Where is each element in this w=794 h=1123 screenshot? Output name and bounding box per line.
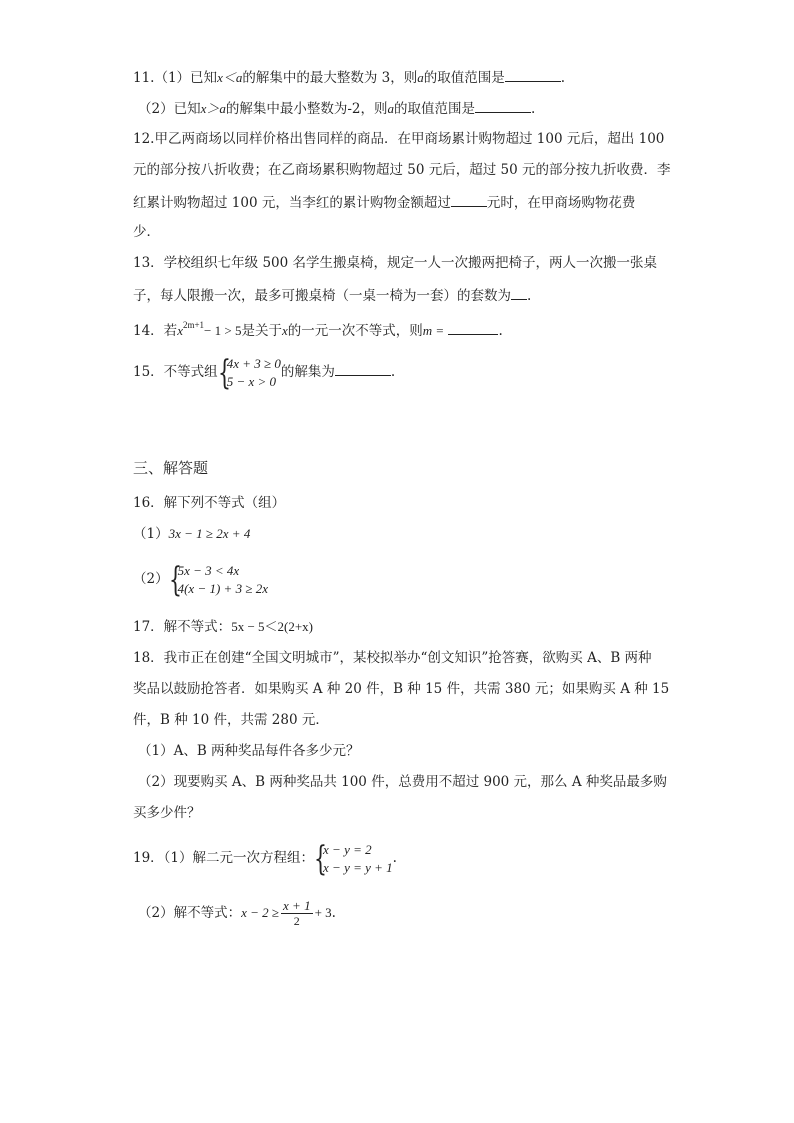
answer-blank[interactable] [451,192,487,207]
q11-p1-suffix: 的取值范围是 [423,70,505,86]
q12-line3-b: 元时，在甲商场购物花费 [486,195,636,211]
section-title: 三、解答题 [133,459,209,477]
q16-row2: 4(x − 1) + 3 ≥ 2x [177,580,268,596]
q11-p2-end: . [531,101,536,117]
q11-p2-suffix: 的取值范围是 [394,101,476,117]
q16-row1: 5x − 3 < 4x [177,562,240,578]
q16-system [168,559,268,600]
q17-prefix: 17．解不等式： [133,619,232,635]
q14-m: m = [422,323,445,338]
q16-p2-label: （2） [133,571,169,587]
q11-p1-mid: 的解集中的最大整数为 3，则 [242,70,418,86]
q19-system [314,838,393,879]
q11-p2-math: x＞a [200,101,226,116]
q19-frac-den: 2 [293,914,300,928]
q15-line [133,354,395,391]
q19-part2 [138,898,336,928]
q14-var: x [281,323,288,338]
q11-p2-mid: 的解集中最小整数为-2，则 [225,101,388,117]
q11-part1 [133,67,565,87]
q16-part1 [133,525,250,543]
q11-p1-prefix: 11.（1）已知 [133,70,218,86]
q18-line1: 18．我市正在创建“全国文明城市”，某校拟举办“创文知识”抢答赛，欲购买 A、B 两种 [133,650,652,666]
brace-icon: { [168,559,182,600]
q14-base: x [177,323,183,338]
q12-line4: 少． [133,224,160,240]
q13-line2-a: 子，每人限搬一次，最多可搬桌椅（一桌一椅为一套）的套数为 [133,288,511,304]
q14-line [133,316,503,340]
q16-p1-math: 3x − 1 ≥ 2x + 4 [168,526,251,541]
answer-blank[interactable] [335,361,391,376]
q18-line2: 奖品以鼓励抢答者．如果购买 A 种 20 件，B 种 15 件，共需 380 元；如果购买 A 种 15 [133,681,670,697]
q14-rest: − 1 > 5 [204,323,242,338]
answer-blank[interactable] [511,285,527,300]
q11-p2-prefix: （2）已知 [138,101,201,117]
q16-title: 16．解下列不等式（组） [133,495,286,511]
q12-line1: 12.甲乙两商场以同样价格出售同样的商品．在甲商场累计购物超过 100 元后，超出 100 [133,131,665,147]
q16-part2 [133,561,268,598]
q19-p2-prefix: （2）解不等式： [138,905,242,921]
brace-icon: { [314,838,328,879]
q19-fraction [281,899,313,928]
q18-line3: 件，B 种 10 件，共需 280 元． [133,712,329,728]
q15-row1: 4x + 3 ≥ 0 [226,355,281,371]
q19-row1: x − y = 2 [323,841,372,857]
q11-p1-var: a [417,70,424,85]
q18-part2-line2: 买多少件？ [133,805,201,821]
q15-system [217,352,281,393]
q11-p2-var: a [387,101,395,116]
q19-part1 [133,840,397,877]
q14-end: . [498,323,503,339]
q15-end: . [390,364,396,380]
q19-frac-num: x + 1 [283,898,311,913]
q16-p1-label: （1） [133,526,169,542]
q15-suffix: 的解集为 [280,364,335,380]
q11-p1-math: x＜a [217,70,243,85]
brace-icon: { [217,352,231,393]
q13-line2 [133,285,531,305]
answer-blank[interactable] [475,98,531,113]
answer-blank[interactable] [505,67,561,82]
q19-row2: x − y = y + 1 [323,859,393,875]
q12-line3-a: 红累计购物超过 100 元，当李红的累计购物金额超过 [133,195,451,211]
q17-math: 5x − 5＜2(2+x) [231,619,314,634]
q12-line2: 元的部分按八折收费；在乙商场累积购物超过 50 元后，超过 50 元的部分按九折收费．李 [133,162,671,178]
q18-part1: （1）A、B 两种奖品每件各多少元？ [138,743,360,759]
q18-part2-line1: （2）现要购买 A、B 两种奖品共 100 件，总费用不超过 900 元，那么 A 种奖品最多购 [138,774,667,790]
q19-p2-end: . [331,905,336,921]
q13-line1: 13．学校组织七年级 500 名学生搬桌椅，规定一人一次搬两把椅子，两人一次搬一张桌 [133,255,658,271]
q19-p1-end: . [392,850,397,866]
q15-prefix: 15．不等式组 [133,364,218,380]
q13-line2-b: . [527,288,532,304]
q14-prefix: 14．若 [133,323,178,339]
answer-blank[interactable] [448,320,498,335]
q14-exp: 2m+1 [182,320,205,330]
q11-part2 [138,98,535,118]
q17-line [133,618,313,636]
q19-p2-right: + 3 [314,905,332,920]
q15-row2: 5 − x > 0 [226,373,277,389]
q11-p1-end: . [560,70,566,86]
q12-line3 [133,192,635,212]
q14-mid: 是关于 [241,323,282,339]
q19-p1-prefix: 19．（1）解二元一次方程组： [133,850,315,866]
q19-p2-left: x − 2 ≥ [241,905,280,920]
q14-mid2: 的一元一次不等式，则 [287,323,423,339]
